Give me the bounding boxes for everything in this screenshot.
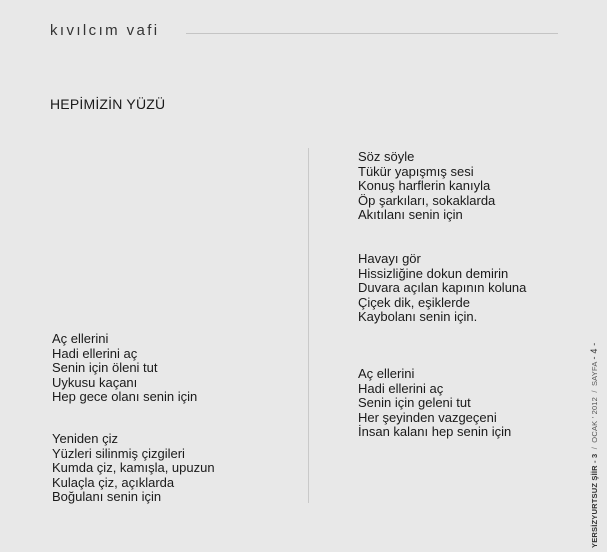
poem-line: Kulaçla çiz, açıklarda [52,474,175,490]
poem-line: Senin için geleni tut [358,395,471,411]
poem-line: Senin için öleni tut [52,360,158,376]
poem-line: Kumda çiz, kamışla, upuzun [52,460,215,476]
poem-line: Hadi ellerini aç [358,380,444,396]
poem-line: Hissizliğine dokun demirin [358,265,509,281]
stanza-left-1 [52,332,197,405]
poem-line: Yeniden çiz [52,431,119,446]
poem-line: Çiçek dik, eşiklerde [358,294,470,310]
poem-line: İnsan kalanı hep senin için [358,424,512,440]
separator: / [590,390,599,393]
stanza-right-2 [358,252,526,325]
magazine-name: YERSİZYURTSUZ ŞİİR - 3 [590,453,599,548]
stanza-left-2 [52,432,215,505]
stanza-right-3 [358,367,511,440]
poem-line: Konuş harflerin kanıyla [358,178,491,194]
poem-line: Söz söyle [358,149,415,164]
stanza-right-1 [358,150,495,223]
page-number: - 4 - [589,342,599,360]
poem-line: Yüzleri silinmiş çizgileri [52,445,185,461]
poem-line: Hadi ellerini aç [52,345,138,361]
poem-line: Tükür yapışmış sesi [358,163,474,179]
poem-title: HEPİMİZİN YÜZÜ [50,96,166,112]
poem-line: Her şeyinden vazgeçeni [358,409,497,425]
separator: / [590,446,599,450]
column-divider [308,148,309,503]
poem-line: Aç ellerini [358,366,415,381]
poem-line: Uykusu kaçanı [52,374,138,390]
poem-line: Havayı gör [358,251,421,266]
poem-line: Kaybolanı senin için. [358,309,478,325]
poem-line: Hep gece olanı senin için [52,389,198,405]
header-rule [186,33,558,34]
issue-date: OCAK ' 2012 [590,396,599,443]
poem-line: Akıtılanı senin için [358,207,463,223]
poem-line: Boğulanı senin için [52,489,162,505]
poem-line: Duvara açılan kapının koluna [358,280,527,296]
page-label: SAYFA [590,361,599,387]
poem-line: Öp şarkıları, sokaklarda [358,192,496,208]
poem-line: Aç ellerini [52,331,109,346]
author-name: kıvılcım vafi [50,22,160,39]
side-footer [589,343,599,548]
